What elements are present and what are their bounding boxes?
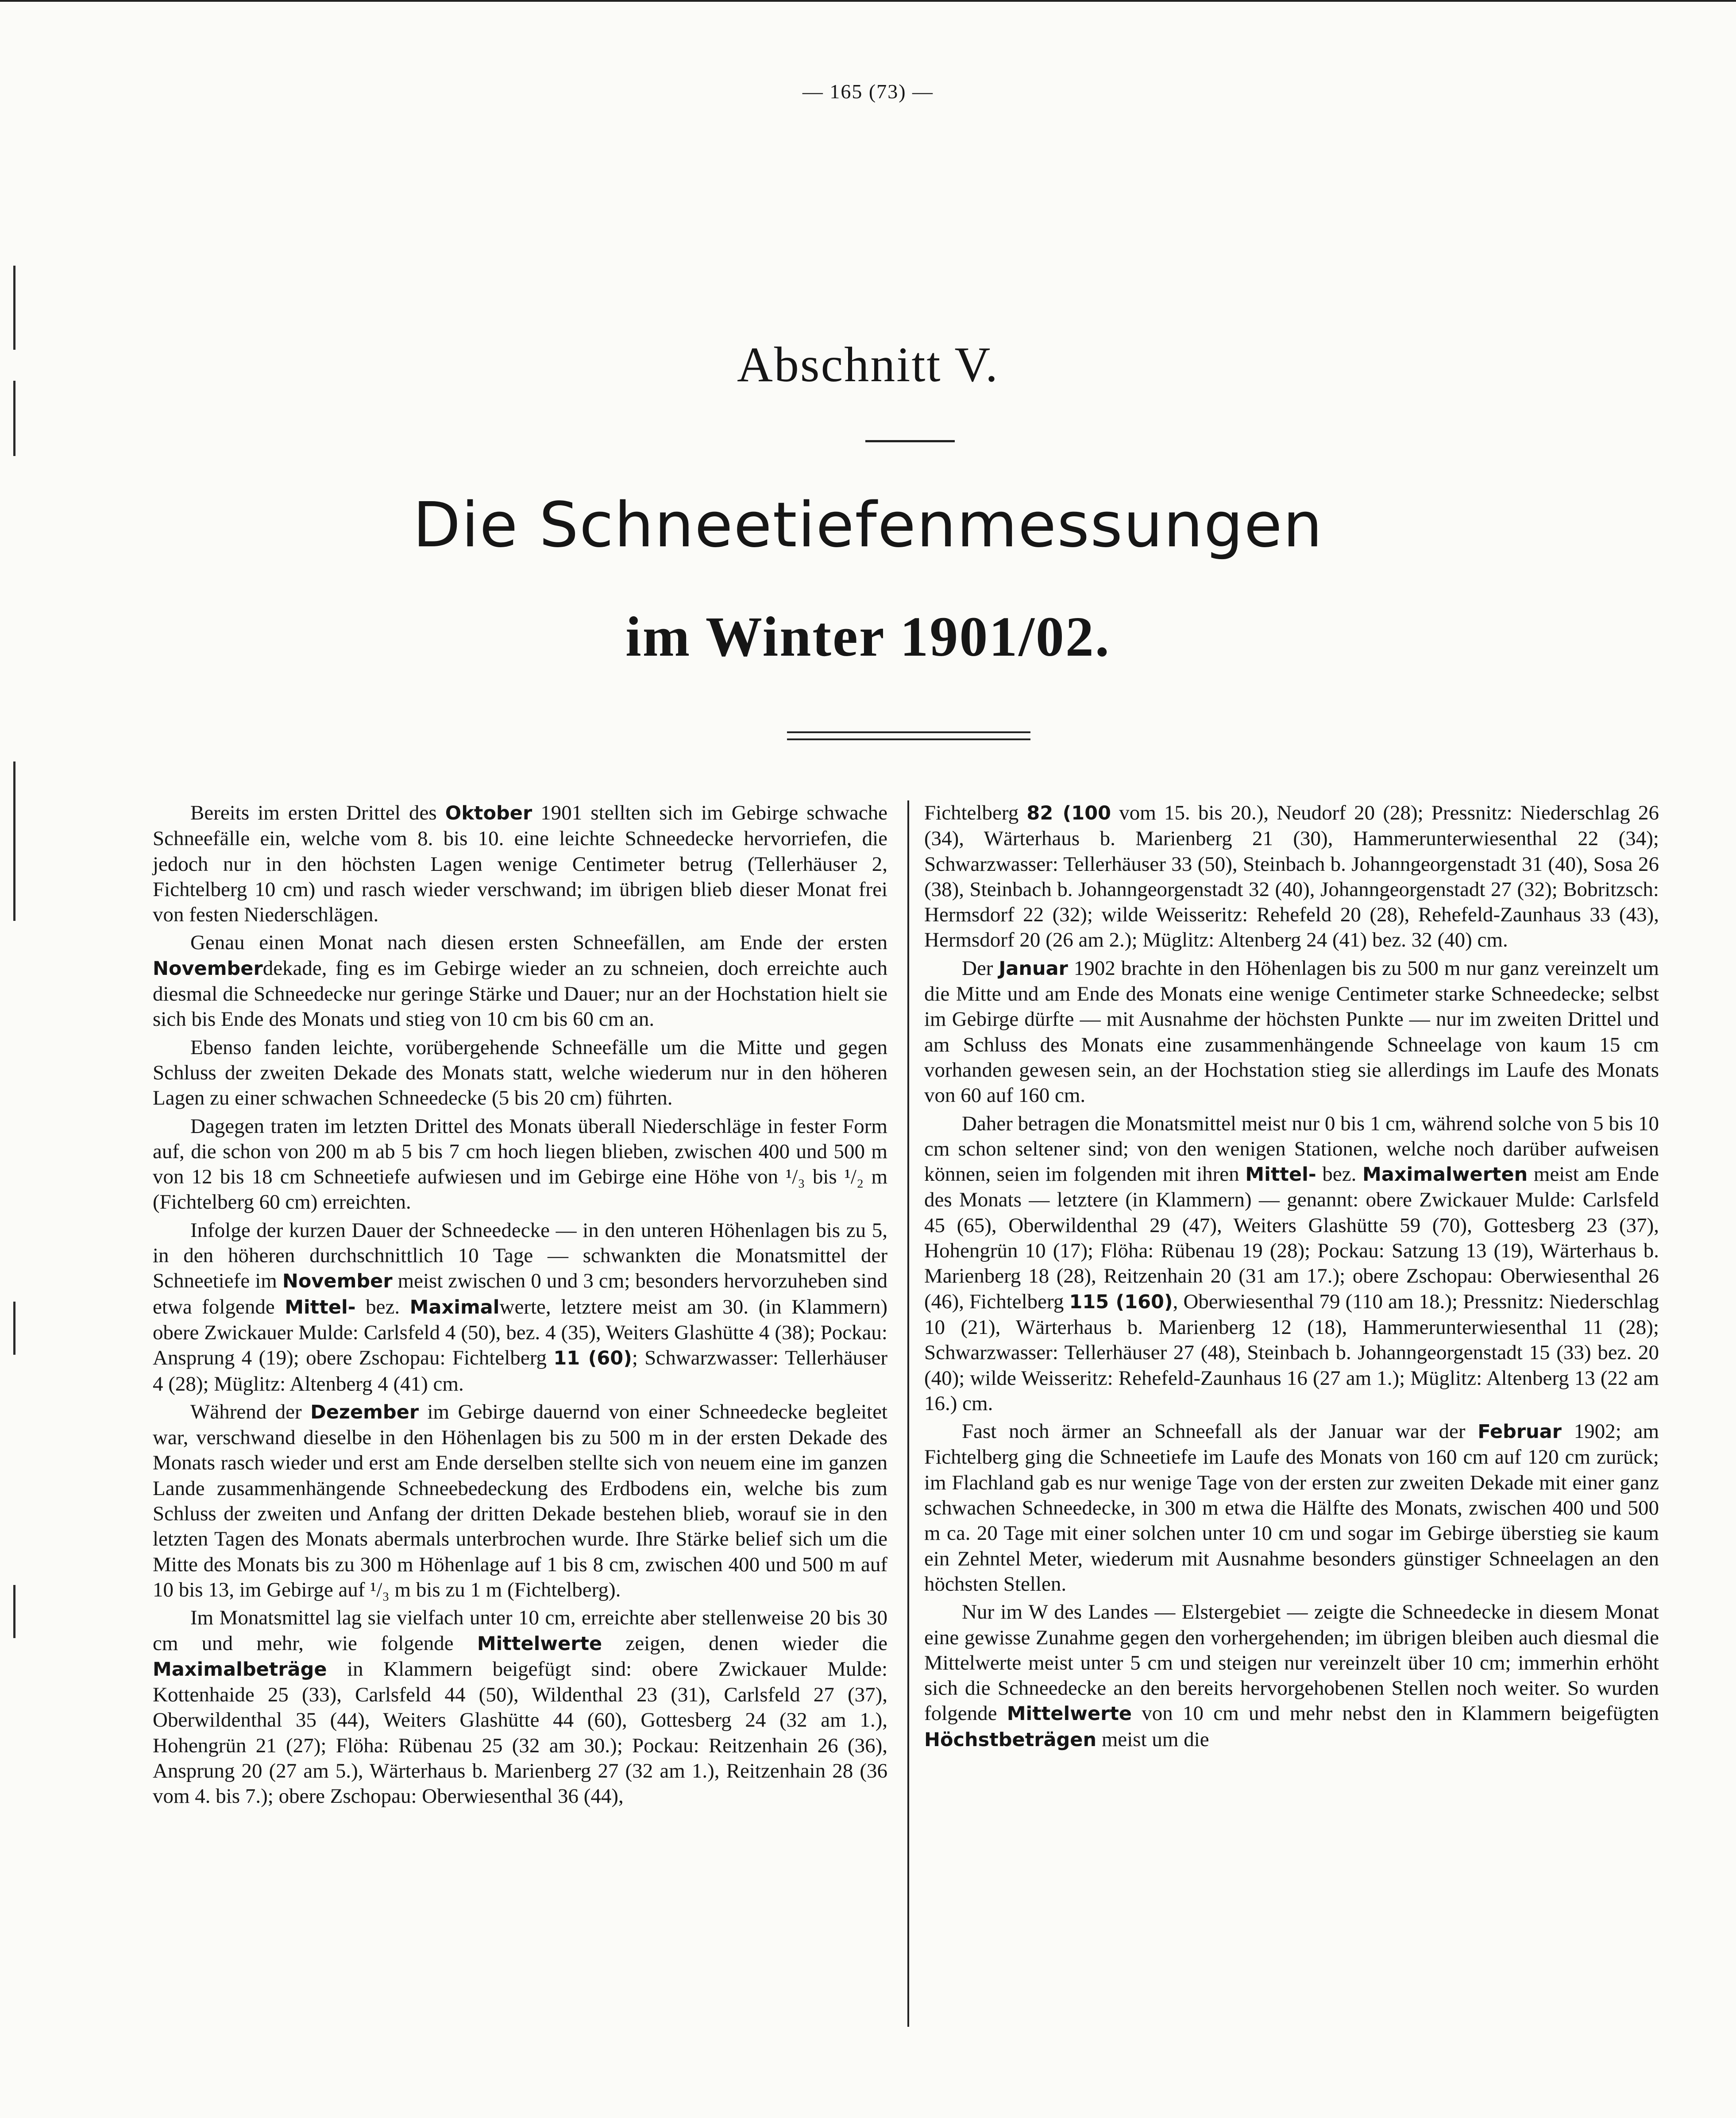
page-subtitle: im Winter 1901/02. [625, 605, 1111, 668]
paragraph: Im Monatsmittel lag sie vielfach unter 10 cm, erreichte aber stellenweise 20 bis 30 cm und mehr, wie folgende Mittelwerte zeigen, denen wieder die Maximalbeträge in Klammern beigefügt sind: obere Zwickauer Mulde: Kottenhaide 25 (33), Carlsfeld 44 (50), Wildenthal 23 (31), Carlsfeld 27 (37), Oberwildenthal 35 (44), Weiters Glashütte 44 (60), Gottesberg 24 (32 am 1.), Hohengrün 21 (27); Flöha: Rübenau 25 (32 am 30.); Pockau: Reitzenhain 26 (36), Ansprung 20 (27 am 5.), Wärterhaus b. Marienberg 27 (32 am 1.), Reitzenhain 28 (36 vom 4. bis 7.); obere Zschopau: Oberwiesenthal 36 (44), [153, 1606, 887, 1808]
top-border-line [0, 0, 1736, 2]
paragraph: Nur im W des Landes — Elstergebiet — zeigte die Schneedecke in diesem Monat eine gewisse Zunahme gegen den vorhergehenden; im übrigen bleiben auch diesmal die Mittelwerte meist unter 5 cm und steigen nur vereinzelt über 10 cm; immerhin erhöht sich die Schneedecke an den bereits hervorgehobenen Stellen noch weiter. So wurden folgende Mittelwerte von 10 cm und mehr nebst den in Klammern beigefügten Höchstbeträgen meist um die [924, 1600, 1659, 1751]
paragraph: Bereits im ersten Drittel des Oktober 1901 stellten sich im Gebirge schwache Schneefälle ein, welche vom 8. bis 10. eine leichte Schneedecke hervorriefen, die jedoch nur in den höchsten Lagen wenige Centimeter betrug (Tellerhäuser 2, Fichtelberg 10 cm) und rasch wieder verschwand; im übrigen blieb dieser Monat frei von festen Niederschlägen. [153, 801, 887, 927]
paragraph: Fast noch ärmer an Schneefall als der Januar war der Februar 1902; am Fichtelberg ging die Schneetiefe im Laufe des Monats von 160 cm auf 120 cm zurück; im Flachland gab es nur wenige Tage von der ersten zur zweiten Dekade mit einer ganz schwachen Schneedecke, in 300 m etwa die Hälfte des Monats, zwischen 400 und 500 m ca. 20 Tage mit einer solchen unter 10 cm und sogar im Gebirge überstieg sie kaum ein Zehntel Meter, wiederum mit Ausnahme besonders günstiger Schneelagen an den höchsten Stellen. [924, 1420, 1659, 1596]
paragraph: Infolge der kurzen Dauer der Schneedecke — in den unteren Höhenlagen bis zu 5, in den höheren durchschnittlich 10 Tage — schwankten die Monatsmittel der Schneetiefe im November meist zwischen 0 und 3 cm; besonders hervorzuheben sind etwa folgende Mittel- bez. Maximalwerte, letztere meist am 30. (in Klammern) obere Zwickauer Mulde: Carlsfeld 4 (50), bez. 4 (35), Weiters Glashütte 4 (38); Pockau: Ansprung 4 (19); obere Zschopau: Fichtelberg 11 (60); Schwarzwasser: Tellerhäuser 4 (28); Müglitz: Altenberg 4 (41) cm. [153, 1218, 888, 1395]
heading-divider [865, 440, 955, 442]
page-number: — 165 (73) — [802, 80, 934, 103]
right-text-column [924, 800, 1659, 1755]
paragraph: Dagegen traten im letzten Drittel des Monats überall Niederschläge in fester Form auf, die schon von 200 m ab 5 bis 7 cm hoch liegen blieben, zwischen 400 und 500 m von 12 bis 18 cm Schneetiefe aufwiesen und im Gebirge eine Höhe von ¹/₃ bis ¹/₂ m (Fichtelberg 60 cm) erreichten. [153, 1114, 887, 1214]
section-heading: Abschnitt V. [737, 337, 999, 392]
title-double-rule [787, 731, 1030, 740]
paragraph: Fichtelberg 82 (100 vom 15. bis 20.), Neudorf 20 (28); Pressnitz: Niederschlag 26 (34), Wärterhaus b. Marienberg 21 (30), Hammerunterwiesenthal 22 (34); Schwarzwasser: Tellerhäuser 33 (50), Steinbach b. Johanngeorgenstadt 31 (40), Sosa 26 (38), Steinbach b. Johanngeorgenstadt 32 (40), Johanngeorgenstadt 27 (32); Bobritzsch: Hermsdorf 22 (32); wilde Weisseritz: Rehefeld 20 (28), Rehefeld-Zaunhaus 33 (43), Hermsdorf 20 (26 am 2.); Müglitz: Altenberg 24 (41) bez. 32 (40) cm. [924, 801, 1659, 952]
left-text-column [153, 800, 887, 1812]
page-title: Die Schneetiefenmessungen [413, 489, 1323, 561]
scan-edge-mark [13, 1585, 15, 1638]
paragraph: Während der Dezember im Gebirge dauernd von einer Schneedecke begleitet war, verschwand dieselbe in den Höhenlagen bis zu 500 m in der ersten Dekade des Monats rasch wieder und erst am Ende derselben stellte sich von neuem eine im ganzen Lande zusammenhängende Schneebedeckung des Erdbodens ein, welche bis zum Schluss der zweiten und Anfang der dritten Dekade bestehen blieb, worauf sie in den letzten Tagen des Monats abermals unterbrochen wurde. Ihre Stärke belief sich um die Mitte des Monats bis zu 300 m Höhenlage auf 1 bis 8 cm, zwischen 400 und 500 m auf 10 bis 13, im Gebirge auf ¹/₃ m bis zu 1 m (Fichtelberg). [153, 1400, 887, 1601]
scan-edge-mark [13, 761, 15, 921]
scan-edge-mark [13, 1302, 15, 1355]
paragraph: Der Januar 1902 brachte in den Höhenlagen bis zu 500 m nur ganz vereinzelt um die Mitte und am Ende des Monats eine wenige Centimeter starke Schneedecke; selbst im Gebirge dürfte — mit Ausnahme der höchsten Punkte — nur im zweiten Drittel und am Schluss des Monats eine zusammenhängende Schneelage von kaum 15 cm vorhanden gewesen sein, an der Hochstation stieg sie allerdings im Laufe des Monats von 60 auf 160 cm. [924, 956, 1659, 1107]
paragraph: Genau einen Monat nach diesen ersten Schneefällen, am Ende der ersten Novemberdekade, fing es im Gebirge wieder an zu schneien, doch erreichte auch diesmal die Schneedecke nur geringe Stärke und Dauer; nur an der Hochstation hielt sie sich bis Ende des Monats und stieg von 10 cm bis 60 cm an. [153, 931, 887, 1031]
column-divider [907, 800, 909, 2027]
paragraph: Daher betragen die Monatsmittel meist nur 0 bis 1 cm, während solche von 5 bis 10 cm schon seltener sind; von den wenigen Stationen, welche noch darüber aufweisen können, seien im folgenden mit ihren Mittel- bez. Maximalwerten meist am Ende des Monats — letztere (in Klammern) — genannt: obere Zwickauer Mulde: Carlsfeld 45 (65), Oberwildenthal 29 (47), Weiters Glashütte 59 (70), Gottesberg 23 (37), Hohengrün 10 (17); Flöha: Rübenau 19 (28); Pockau: Satzung 13 (19), Wärterhaus b. Marienberg 18 (28), Reitzenhain 20 (31 am 17.); obere Zschopau: Oberwiesenthal 26 (46), Fichtelberg 115 (160), Oberwiesenthal 79 (110 am 18.); Pressnitz: Niederschlag 10 (21), Wärterhaus b. Marienberg 12 (18), Hammerunterwiesenthal 11 (28); Schwarzwasser: Tellerhäuser 27 (48), Steinbach b. Johanngeorgenstadt 15 (33) bez. 20 (40); wilde Weisseritz: Rehefeld-Zaunhaus 16 (27 am 1.); Müglitz: Altenberg 13 (22 am 16.) cm. [924, 1112, 1659, 1415]
paragraph: Ebenso fanden leichte, vorübergehende Schneefälle um die Mitte und gegen Schluss der zweiten Dekade des Monats statt, welche wiederum nur in den höheren Lagen zu einer schwachen Schneedecke (5 bis 20 cm) führten. [153, 1036, 887, 1110]
